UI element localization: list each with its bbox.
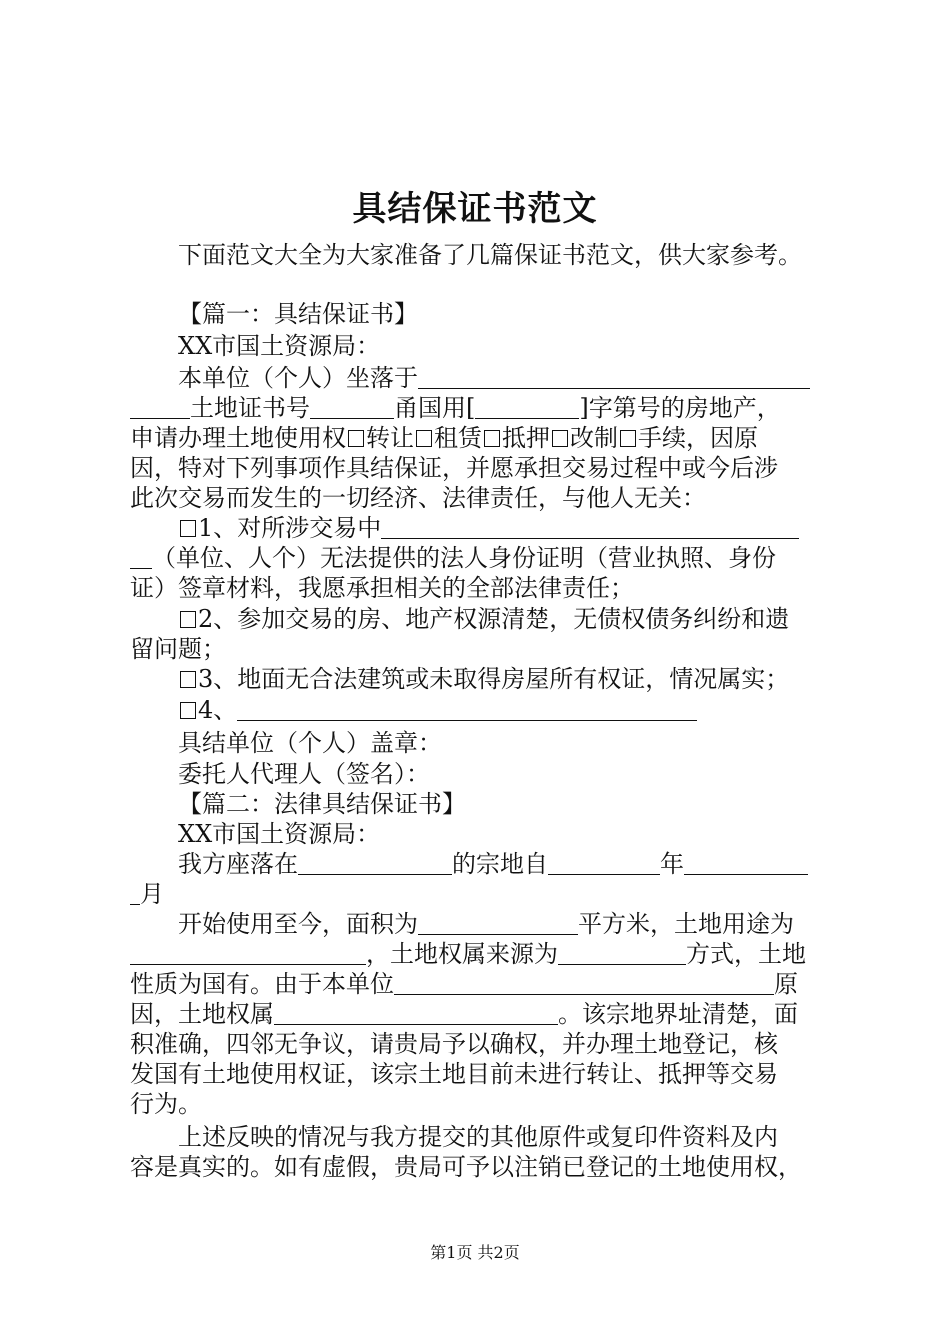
text-line [130,422,758,454]
text-line: 上述反映的情况与我方提交的其他原件或复印件资料及内 [178,1123,778,1151]
text-segment: ]字第号的房地产， [579,394,781,422]
checkbox[interactable] [484,430,500,447]
text-line: 此次交易而发生的一切经济、法律责任，与他人无关： [130,484,706,512]
text-line: 容是真实的。如有虚假，贵局可予以注销已登记的土地使用权， [130,1153,802,1181]
item-3 [178,663,789,695]
text-segment: 性质为国有。由于本单位 [130,970,394,998]
text-line: 积准确，四邻无争议，请贵局予以确权，并办理土地登记，核 [130,1030,778,1058]
text-line: 因，特对下列事项作具结保证，并愿承担交易过程中或今后涉 [130,454,778,482]
text-segment: 申请办理土地使用权 [130,424,346,452]
text-segment: 本单位（个人）坐落于 [178,364,418,392]
text-line [178,848,808,880]
text-line [178,908,794,940]
text-segment: 原 [774,970,798,998]
blank-underline [394,970,774,995]
blank-underline [418,364,810,389]
text-segment: 月 [140,880,164,908]
text-segment: 平方米，土地用途为 [578,910,794,938]
blank-underline [130,940,366,965]
text-line: 行为。 [130,1090,202,1118]
text-segment: 。该宗地界址清楚，面 [558,1000,798,1028]
checkbox[interactable] [180,671,196,688]
blank-underline [274,1000,558,1025]
checkbox-label: 手续，因原 [638,424,758,452]
section-heading-2: 【篇二：法律具结保证书】 [178,790,466,818]
blank-underline [548,850,660,875]
addressee-1: XX市国土资源局： [178,332,381,360]
text-segment: 土地证书号 [190,394,310,422]
text-segment: 3、地面无合法建筑或未取得房屋所有权证，情况属实； [198,665,790,693]
blank-underline [130,880,140,905]
text-segment: 1、对所涉交易中 [198,514,382,542]
blank-underline [475,394,579,419]
text-segment: 4、 [198,696,238,724]
checkbox-label: 转让 [366,424,414,452]
text-line [130,392,781,424]
document-title: 具结保证书范文 [352,189,598,229]
signature-line-2: 委托人代理人（签名）： [178,760,430,788]
text-segment: 我方座落在 [178,850,298,878]
blank-underline [310,394,394,419]
checkbox[interactable] [348,430,364,447]
text-line: 留问题； [130,635,226,663]
text-segment: 甬国用[ [394,394,476,422]
checkbox-label: 租赁 [434,424,482,452]
blank-underline [237,696,697,721]
text-segment: ，土地权属来源为 [366,940,558,968]
text-line [130,998,798,1030]
text-segment: （单位、人个）无法提供的法人身份证明（营业执照、身份 [152,544,776,572]
section-heading-1: 【篇一：具结保证书】 [178,300,418,328]
text-segment: 开始使用至今，面积为 [178,910,418,938]
text-line [130,968,798,1000]
text-segment: 2、参加交易的房、地产权源清楚，无债权债务纠纷和遗 [198,605,790,633]
blank-underline [381,514,799,539]
text-segment: 因，土地权属 [130,1000,274,1028]
item-1 [178,512,799,544]
addressee-2: XX市国土资源局： [178,820,381,848]
text-line [130,938,806,970]
blank-underline [418,910,578,935]
text-segment: 年 [660,850,684,878]
checkbox[interactable] [180,520,196,537]
blank-underline [298,850,452,875]
text-line [178,362,810,394]
checkbox-label: 抵押 [502,424,550,452]
checkbox-label: 改制 [570,424,618,452]
item-4 [178,694,697,726]
text-segment: 方式，土地 [686,940,806,968]
intro-paragraph: 下面范文大全为大家准备了几篇保证书范文，供大家参考。 [178,241,802,269]
checkbox[interactable] [416,430,432,447]
checkbox[interactable] [180,702,196,719]
text-line: 发国有土地使用权证，该宗土地目前未进行转让、抵押等交易 [130,1060,778,1088]
item-2 [178,603,789,635]
checkbox[interactable] [620,430,636,447]
checkbox[interactable] [180,611,196,628]
blank-underline [558,940,686,965]
text-line [130,542,776,574]
text-segment: 的宗地自 [452,850,548,878]
text-line [130,878,164,910]
checkbox[interactable] [552,430,568,447]
blank-underline [684,850,808,875]
blank-underline [130,394,190,419]
signature-line-1: 具结单位（个人）盖章： [178,729,442,757]
blank-underline [130,544,152,569]
page-footer: 第1页 共2页 [430,1243,520,1262]
text-line: 证）签章材料，我愿承担相关的全部法律责任； [130,574,634,602]
